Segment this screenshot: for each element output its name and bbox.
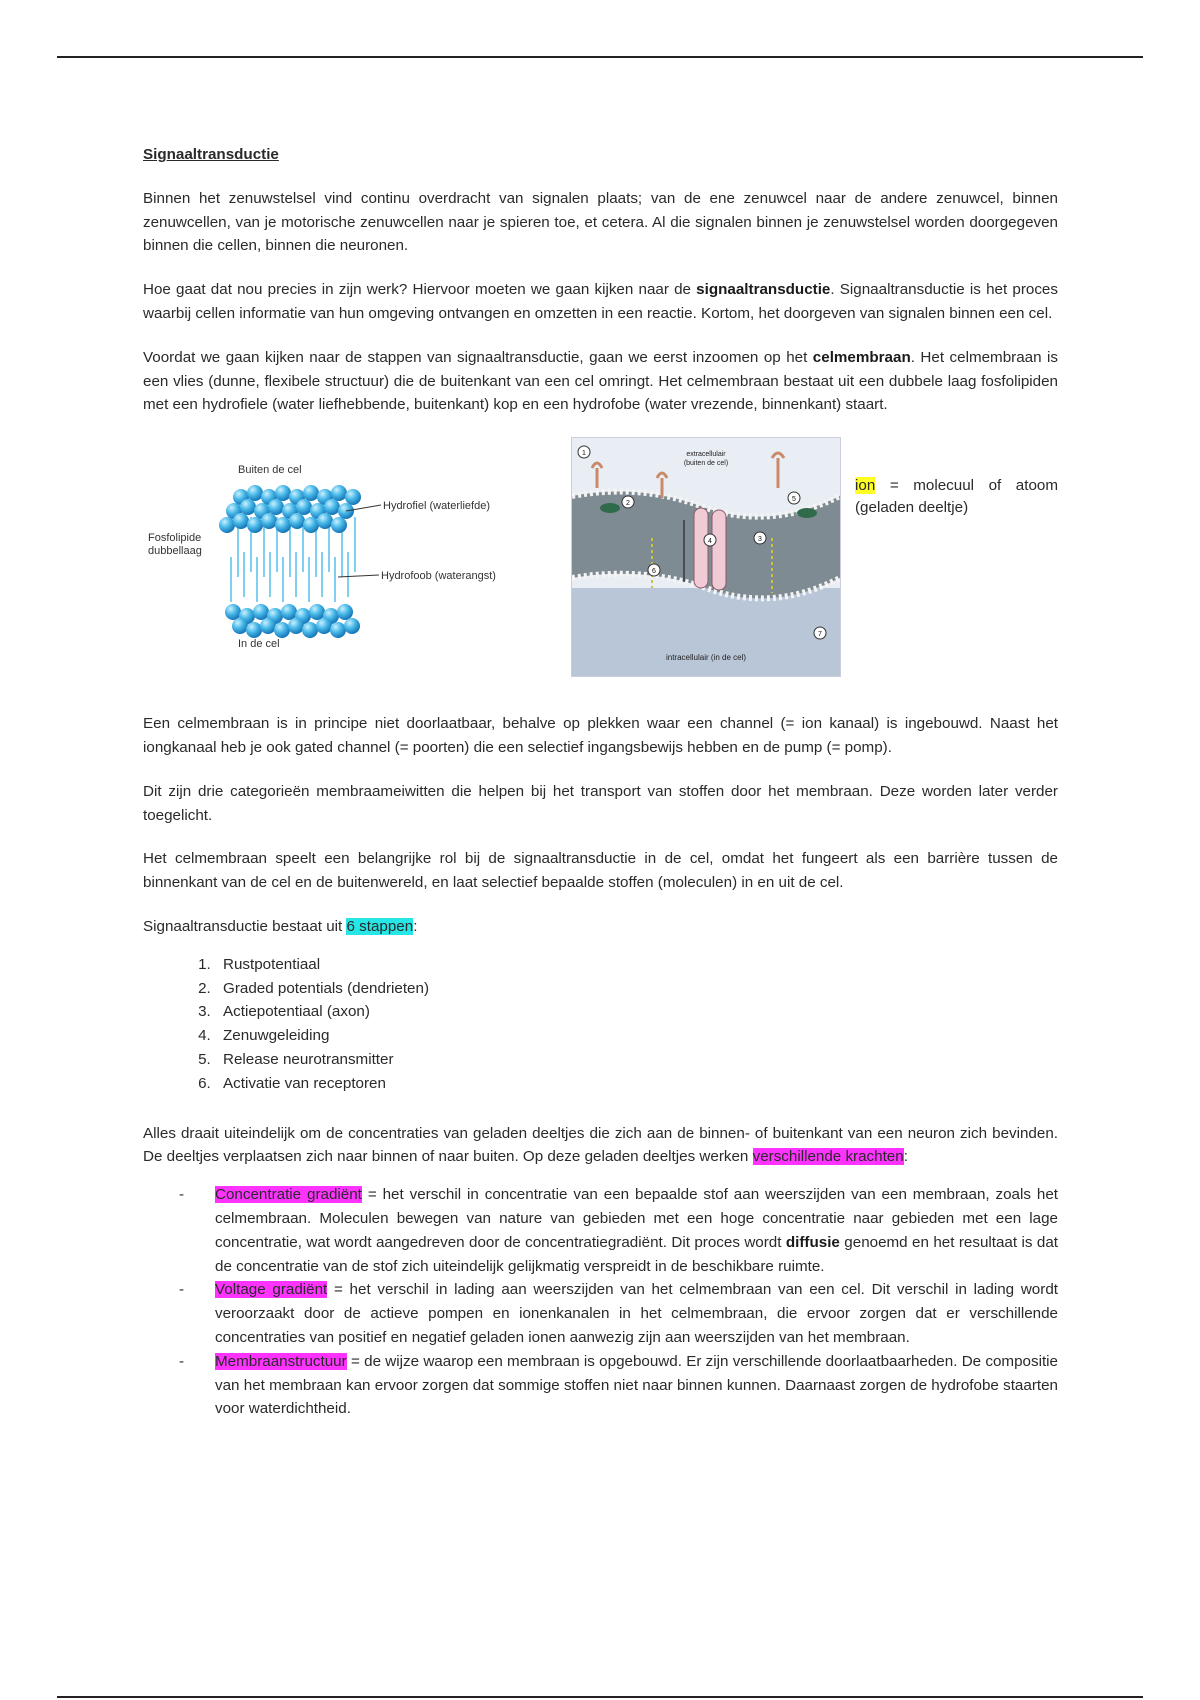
list-item: - Voltage gradiënt = het verschil in lading aan weerszijden van het celmembraan van een cel. Dit verschil in lading wordt veroorzaakt door de actieve pompen en ionenkanalen in het celmembraan, die ervoor zorgen dat er verschillende concentraties van positief en negatief geladen ionen aanwezig zijn aan weerszijden van het membraan. (179, 1281, 1058, 1346)
bilayer-heads-bottom (225, 604, 360, 638)
paragraph-steps-intro: Signaaltransductie bestaat uit 6 stappen: (143, 917, 418, 935)
bilayer-heads-top (219, 485, 361, 533)
term-ion: ion (855, 477, 876, 495)
highlight-6-stappen: 6 stappen (346, 917, 414, 935)
document-body (143, 143, 1058, 1421)
label-inside: In de cel (238, 638, 280, 651)
label-hydrophobic: Hydrofoob (waterangst) (381, 570, 496, 583)
list-item: 4. Zenuwgeleiding (215, 1024, 1058, 1048)
paragraph-barriere: Het celmembraan speelt een belangrijke rol bij de signaaltransductie in de cel, omdat het fungeert als een barrière tussen de binnenkant van de cel en de buitenwereld, en laat selectief bepaalde stoffen (moleculen) in en uit de cel. (143, 850, 1058, 892)
label-extracellular-1: extracellulair (686, 451, 726, 459)
list-item: - Concentratie gradiënt = het verschil in concentratie van een bepaalde stof aan weerszijden van een membraan, zoals het celmembraan. Moleculen bewegen van nature van gebieden met een hoge concentratie naar gebieden met een lage concentratie, wat wordt aangedreven door de concentratiegradiënt. Dit proces wordt diffusie genoemd en het resultaat is dat de concentratie van de stof zich uiteindelijk gelijkmatig verspreidt in de beschikbare ruimte. (179, 1186, 1058, 1275)
footer-rule (57, 1696, 1143, 1698)
membrane-channel-figure (571, 437, 841, 677)
highlight-verschillende-krachten: verschillende krachten (752, 1148, 904, 1166)
label-outside: Buiten de cel (238, 464, 302, 477)
paragraph-signaaltransductie: Hoe gaat dat nou precies in zijn werk? Hiervoor moeten we gaan kijken naar de signaaltransductie. Signaaltransductie is het proces waarbij cellen informatie van hun omgeving ontvangen en omzetten in een reactie. Kortom, het doorgeven van signalen binnen een cel. (143, 281, 1058, 322)
paragraph-krachten: Alles draait uiteindelijk om de concentraties van geladen deeltjes die zich aan de binnen- of buitenkant van een neuron zich bevinden. De deeltjes verplaatsen zich naar binnen of naar buiten. Op deze geladen deeltjes werken verschillende krachten: (143, 1124, 1058, 1166)
marker-6: 6 (652, 568, 656, 576)
list-item: - Membraanstructuur = de wijze waarop een membraan is opgebouwd. Er zijn verschillende doorlaatbaarheden. De compositie van het membraan kan ervoor zorgen dat sommige stoffen niet naar binnen kunnen. Daarnaast zorgen de hydrofobe staarten voor waterdichtheid. (179, 1352, 1058, 1418)
marker-4: 4 (708, 538, 712, 546)
paragraph-celmembraan: Voordat we gaan kijken naar de stappen van signaaltransductie, gaan we eerst inzoomen op het celmembraan. Het celmembraan is een vlies (dunne, flexibele structuur) die de buitenkant van een cel omringt. Het celmembraan bestaat uit een dubbele laag fosfolipiden met een hydrofiele (water liefhebbende, buitenkant) kop en een hydrofobe (water vrezende, binnenkant) staart. (143, 348, 1058, 414)
label-bilayer-2: dubbellaag (148, 545, 202, 558)
forces-list (143, 1183, 1058, 1421)
paragraph-membraameiwitten: Dit zijn drie categorieën membraameiwitten die helpen bij het transport van stoffen door het membraan. Deze worden later verder toegelicht. (143, 782, 1058, 824)
label-hydrophilic: Hydrofiel (waterliefde) (383, 500, 490, 513)
label-extracellular-2: (buiten de cel) (683, 460, 729, 468)
marker-1: 1 (582, 450, 586, 458)
term-signaaltransductie: signaaltransductie (696, 281, 831, 299)
list-item: 3. Actiepotentiaal (axon) (215, 1000, 1058, 1024)
list-item: 6. Activatie van receptoren (215, 1072, 1058, 1096)
term-voltage-gradient: Voltage gradiënt (215, 1281, 328, 1299)
term-diffusie: diffusie (785, 1233, 840, 1251)
ion-definition: ion = molecuul of atoom (geladen deeltje) (855, 477, 1058, 517)
figure-row (143, 437, 1058, 682)
intro-paragraph: Binnen het zenuwstelsel vind continu overdracht van signalen plaats; van de ene zenuwcel naar de andere zenuwcel, binnen zenuwcellen, van je motorische zenuwcellen naar je spieren toe, et cetera. Al die signalen binnen je zenuwstelsel worden doorgegeven binnen die cellen, binnen die neuronen. (143, 189, 1058, 255)
term-concentratie-gradient: Concentratie gradiënt (215, 1186, 362, 1204)
marker-3: 3 (758, 536, 762, 544)
section-title: Signaaltransductie (143, 146, 279, 163)
marker-7: 7 (818, 631, 822, 639)
list-item: 2. Graded potentials (dendrieten) (215, 977, 1058, 1001)
label-bilayer-1: Fosfolipide (148, 532, 202, 545)
marker-5: 5 (792, 496, 796, 504)
list-item: 5. Release neurotransmitter (215, 1048, 1058, 1072)
marker-2: 2 (626, 500, 630, 508)
steps-list (143, 953, 1058, 1096)
list-item: 1. Rustpotentiaal (215, 953, 1058, 977)
label-intracellular: intracellulair (in de cel) (665, 653, 747, 663)
term-celmembraan: celmembraan (812, 348, 911, 366)
term-membraanstructuur: Membraanstructuur (215, 1352, 347, 1370)
paragraph-channels: Een celmembraan is in principe niet doorlaatbaar, behalve op plekken waar een channel (= ion kanaal) is ingebouwd. Naast het iongkanaal heb je ook gated channel (= poorten) die een selectief ingangsbewijs hebben en de pump (= pomp). (143, 715, 1058, 756)
bilayer-figure (143, 447, 521, 677)
header-rule (57, 56, 1143, 58)
